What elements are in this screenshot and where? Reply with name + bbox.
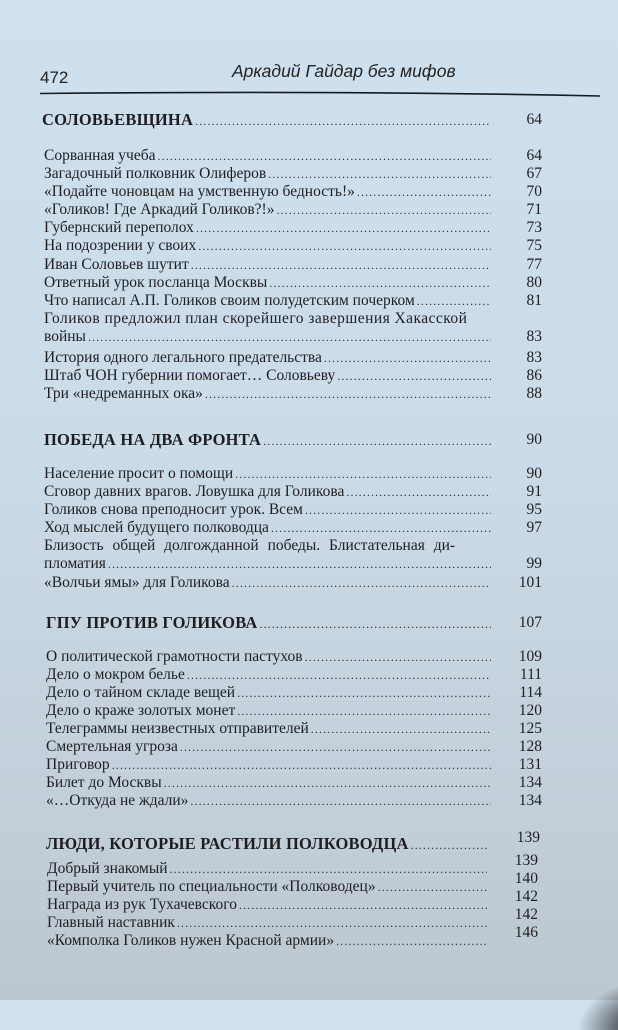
toc-item[interactable]: Дело о краже золотых монет ..... 120 [46, 702, 494, 720]
page-ref: 73 [526, 219, 542, 236]
toc-item[interactable]: Первый учитель по специальности «Полководец» ..... 140 [47, 878, 490, 896]
toc-item[interactable]: Иван Соловьев шутит ..... 77 [44, 256, 494, 274]
toc-item[interactable]: Ответный урок посланца Москвы ..... 80 [44, 274, 494, 292]
page-ref: 99 [526, 555, 542, 572]
toc-chapter[interactable]: ГПУ ПРОТИВ ГОЛИКОВА ..... 107 [46, 614, 494, 633]
page-ref: 120 [518, 702, 542, 719]
page-ref: 140 [514, 870, 538, 887]
leader-dots [196, 219, 491, 237]
page-ref: 97 [526, 519, 542, 536]
toc-item[interactable]: На подозрении у своих ..... 75 [44, 237, 494, 255]
page-ref: 114 [519, 684, 542, 701]
leader-dots [88, 328, 491, 346]
page-ref: 67 [526, 165, 542, 182]
page-ref: 71 [526, 201, 542, 218]
page-ref: 88 [526, 385, 542, 402]
leader-dots [158, 147, 492, 165]
page-ref: 64 [526, 111, 542, 128]
page-ref: 125 [518, 720, 542, 737]
leader-dots [112, 756, 491, 774]
leader-dots [205, 385, 491, 403]
page-corner-shadow [578, 980, 618, 1030]
page-number: 472 [40, 68, 69, 87]
toc-item-first-line: Голиков предложил план скорейшего завершения Хакасской [44, 310, 468, 327]
leader-dots [108, 555, 491, 573]
page-ref: 134 [518, 774, 542, 791]
leader-dots [198, 237, 491, 255]
leader-dots [417, 292, 491, 310]
leader-dots [235, 465, 491, 483]
leader-dots [336, 932, 487, 950]
toc-item[interactable]: О политической грамотности пастухов ..... 109 [46, 648, 494, 666]
running-head [40, 55, 600, 95]
page-ref: 128 [518, 738, 542, 755]
toc-item[interactable]: «Подайте чоновцам на умственную бедность!» ..... 70 [44, 183, 494, 201]
leader-dots [378, 878, 487, 896]
leader-dots [170, 860, 487, 878]
toc-item[interactable]: «…Откуда не ждали» ..... 134 [46, 792, 494, 810]
leader-dots [195, 112, 491, 130]
toc-item[interactable]: Штаб ЧОН губернии помогает… Соловьеву ..... 86 [44, 367, 494, 385]
page-ref: 109 [518, 648, 542, 665]
toc-item[interactable]: Награда из рук Тухачевского ..... 142 [47, 896, 490, 914]
toc-item[interactable]: «Волчьи ямы» для Голикова ..... 101 [44, 574, 494, 592]
page-ref: 146 [514, 924, 538, 941]
leader-dots [305, 648, 491, 666]
leader-dots [187, 666, 491, 684]
toc-chapter[interactable]: СОЛОВЬЕВЩИНА ..... 64 [42, 111, 494, 130]
leader-dots [411, 836, 489, 854]
toc-item[interactable]: Что написал А.П. Голиков своим полудетским почерком ..... 81 [44, 292, 494, 310]
page-ref: 134 [518, 792, 542, 809]
toc-item[interactable]: Губернский переполох ..... 73 [44, 219, 494, 237]
page-ref: 139 [514, 852, 538, 869]
page-ref: 70 [526, 183, 542, 200]
toc-item[interactable]: Голиков снова преподносит урок. Всем ..... 95 [44, 501, 494, 519]
toc-item[interactable]: Дело о мокром белье ..... 111 [46, 666, 494, 684]
leader-dots [237, 684, 491, 702]
leader-dots [276, 201, 491, 219]
toc-chapter[interactable]: ЛЮДИ, КОТОРЫЕ РАСТИЛИ ПОЛКОВОДЦА ..... 139 [46, 835, 492, 854]
leader-dots [191, 256, 491, 274]
page-ref: 81 [526, 292, 542, 309]
page-ref: 64 [526, 147, 542, 164]
page-ref: 80 [526, 274, 542, 291]
page-ref: 139 [516, 829, 540, 846]
leader-dots [357, 183, 491, 201]
toc-item-first-line: Близость общей долгожданной победы. Блистательная ди- [44, 537, 456, 554]
page-ref: 83 [526, 328, 542, 345]
header-rule [40, 90, 600, 98]
toc-item[interactable]: Население просит о помощи ..... 90 [44, 465, 494, 483]
leader-dots [263, 432, 491, 450]
toc-item[interactable]: Загадочный полковник Олиферов ..... 67 [44, 165, 494, 183]
leader-dots [311, 720, 491, 738]
toc-item[interactable]: Билет до Москвы ..... 134 [46, 774, 494, 792]
toc-item[interactable]: Телеграммы неизвестных отправителей ..... 125 [46, 720, 494, 738]
leader-dots [268, 165, 491, 183]
page-ref: 142 [514, 888, 538, 905]
page-ref: 77 [526, 256, 542, 273]
page-ref: 95 [526, 501, 542, 518]
toc-item[interactable]: пломатия ..... 99 [44, 555, 494, 573]
toc-item[interactable]: Добрый знакомый ..... 139 [47, 860, 490, 878]
page-ref: 90 [526, 431, 542, 448]
leader-dots [324, 349, 491, 367]
page-ref: 107 [518, 614, 542, 631]
leader-dots [177, 914, 487, 932]
toc-item[interactable]: Приговор ..... 131 [46, 756, 494, 774]
leader-dots [337, 367, 491, 385]
toc-item[interactable]: Три «недреманных ока» ..... 88 [44, 385, 494, 403]
page-ref: 91 [526, 483, 542, 500]
page-ref: 101 [518, 574, 542, 591]
toc-item[interactable]: войны ..... 83 [44, 328, 494, 346]
toc-item[interactable]: История одного легального предательства ..... 83 [44, 349, 494, 367]
leader-dots [259, 615, 491, 633]
leader-dots [346, 483, 491, 501]
leader-dots [271, 519, 491, 537]
toc-item[interactable]: Ход мыслей будущего полководца ..... 97 [44, 519, 494, 537]
leader-dots [239, 896, 487, 914]
leader-dots [237, 702, 491, 720]
toc-item[interactable]: Главный наставник ..... 142 [47, 914, 490, 932]
leader-dots [269, 274, 491, 292]
toc-chapter[interactable]: ПОБЕДА НА ДВА ФРОНТА ..... 90 [44, 431, 494, 450]
toc-item[interactable]: «Комполка Голиков нужен Красной армии» ..... 146 [47, 932, 490, 950]
page-ref: 83 [526, 349, 542, 366]
page-ref: 111 [519, 666, 542, 683]
toc-item[interactable]: «Голиков! Где Аркадий Голиков?!» ..... 71 [44, 201, 494, 219]
toc-item[interactable]: Дело о тайном складе вещей ..... 114 [46, 684, 494, 702]
page-ref: 86 [526, 367, 542, 384]
leader-dots [180, 738, 491, 756]
page-ref: 131 [518, 756, 542, 773]
page-ref: 90 [526, 465, 542, 482]
leader-dots [164, 774, 491, 792]
leader-dots [232, 574, 491, 592]
toc-item[interactable]: Сговор давних врагов. Ловушка для Голикова ..... 91 [44, 483, 494, 501]
leader-dots [305, 501, 491, 519]
toc-item[interactable]: Сорванная учеба ..... 64 [44, 147, 494, 165]
leader-dots [190, 792, 491, 810]
toc-item[interactable]: Смертельная угроза ..... 128 [46, 738, 494, 756]
page-ref: 142 [514, 906, 538, 923]
page-ref: 75 [526, 237, 542, 254]
book-title: Аркадий Гайдар без мифов [232, 61, 456, 81]
